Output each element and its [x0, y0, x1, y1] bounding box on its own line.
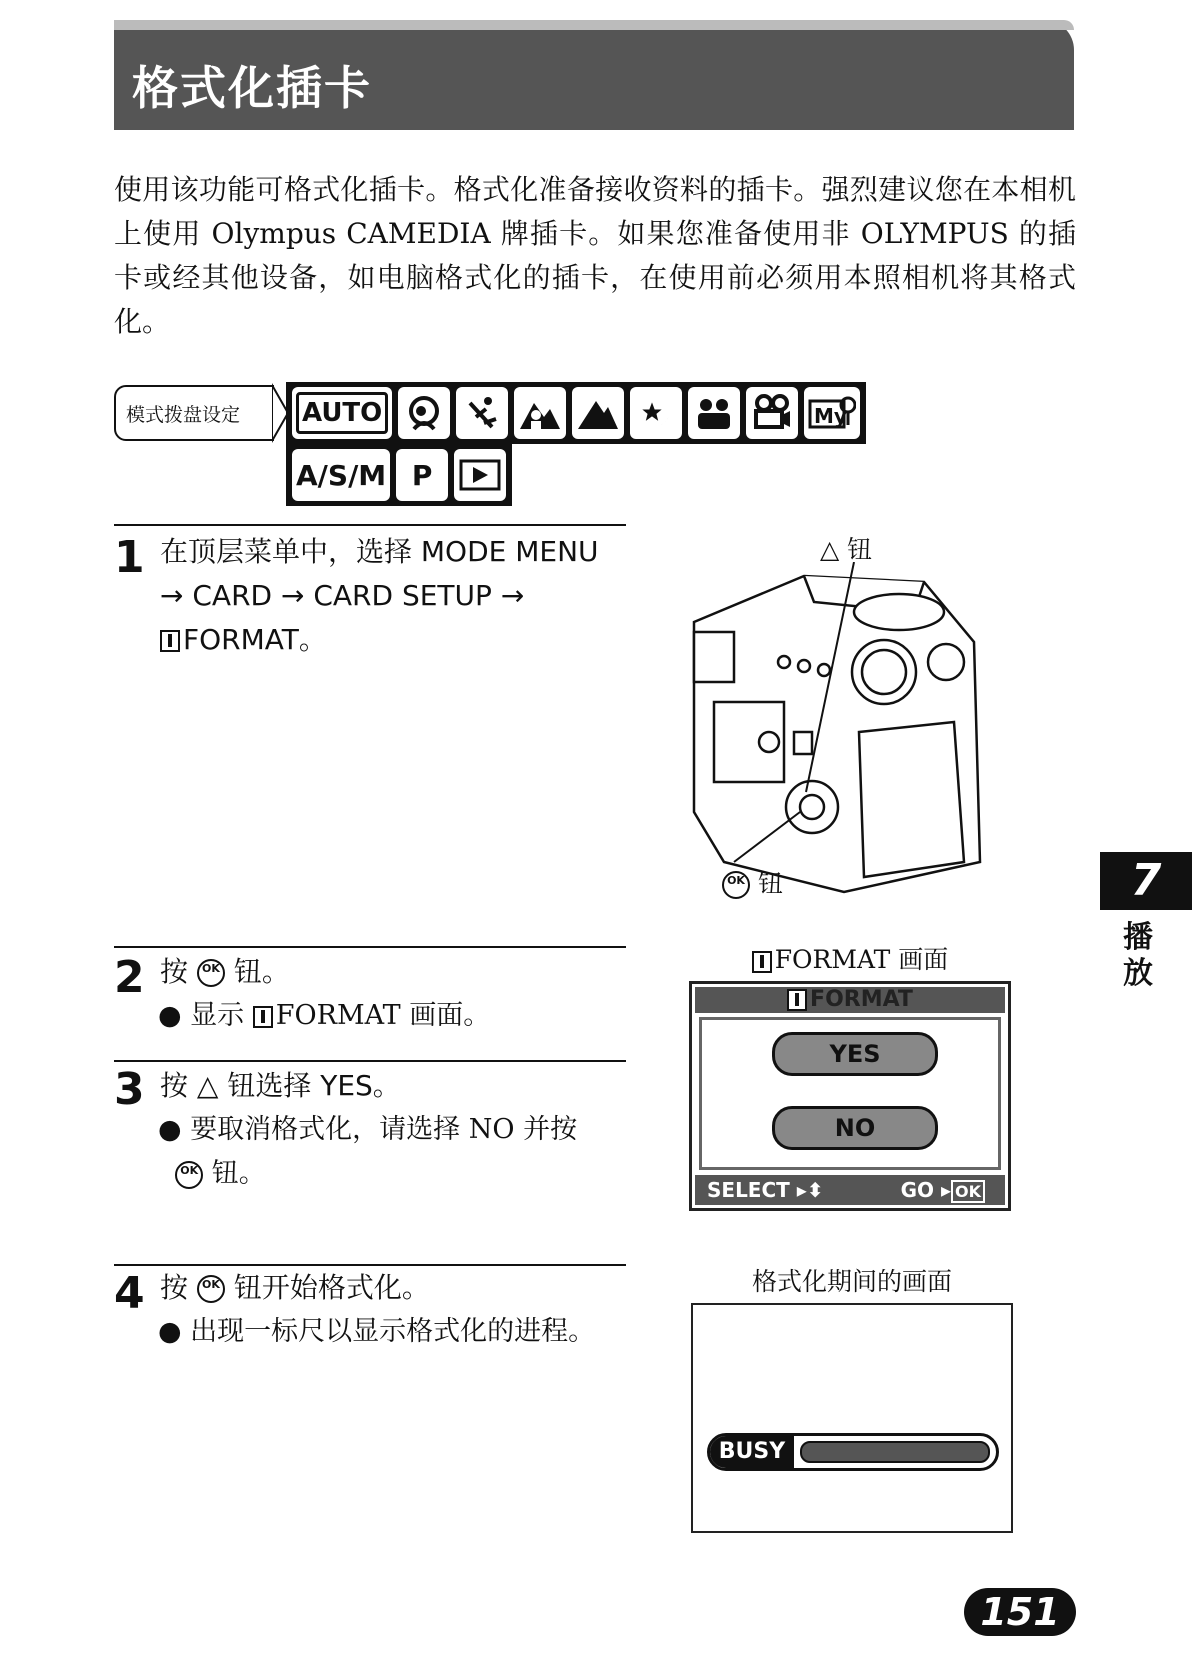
program-mode-icon: P — [396, 449, 448, 501]
auto-mode-icon: AUTO — [292, 387, 392, 439]
mode-strip-row1 — [286, 382, 866, 444]
step-3-number: 3 — [114, 1064, 145, 1115]
ok-icon: OK — [175, 1161, 203, 1189]
busy-progress-bar — [707, 1433, 999, 1471]
night-scene-icon — [630, 387, 682, 439]
svg-text:My: My — [814, 404, 848, 428]
format-icon — [787, 989, 807, 1011]
up-button-label: △ 钮 — [820, 535, 873, 564]
intro-paragraph: 使用该功能可格式化插卡。格式化准备接收资料的插卡。强烈建议您在本相机上使用 Olympus CAMEDIA 牌插卡。如果您准备使用非 OLYMPUS 的插卡或经其他设备，如电脑格式化的插卡，在使用前必须用本照相机将其格式化。 — [114, 173, 1076, 338]
step-4-bullet: ● 出现一标尺以显示格式化的进程。 — [158, 1316, 596, 1347]
format-screen-header: FORMAT — [695, 987, 1005, 1013]
no-option[interactable]: NO — [772, 1106, 938, 1150]
ok-icon: OK — [197, 959, 225, 987]
format-screen-footer: SELECT ▸⬍ GO ▸ OK — [695, 1175, 1005, 1205]
step-4-number: 4 — [114, 1268, 145, 1319]
step-3-bullet: ● 要取消格式化，请选择 NO 并按 OK 钮。 — [158, 1114, 578, 1189]
step-2-bullet: ● 显示 FORMAT 画面。 — [158, 1000, 491, 1031]
step-3-rule — [114, 1060, 626, 1062]
landscape-portrait-icon — [514, 387, 566, 439]
format-screen — [689, 981, 1011, 1211]
ok-button-label: OK 钮 — [722, 864, 783, 900]
portrait-icon — [398, 387, 450, 439]
page-title: 格式化插卡 — [132, 61, 372, 115]
step-1-rule — [114, 524, 626, 526]
step-2-text: 按 OK 钮。 — [160, 955, 290, 988]
sports-icon — [456, 387, 508, 439]
step-4-text: 按 OK 钮开始格式化。 — [160, 1271, 430, 1304]
page-number: 151 — [964, 1588, 1076, 1636]
format-icon — [752, 951, 772, 973]
busy-track — [800, 1441, 990, 1463]
chapter-number: 7 — [1100, 852, 1192, 910]
format-icon — [160, 630, 180, 652]
ok-icon: OK — [197, 1275, 225, 1303]
playback-icon — [454, 449, 506, 501]
yes-option[interactable]: YES — [772, 1032, 938, 1076]
step-2-rule — [114, 946, 626, 948]
step-2-number: 2 — [114, 952, 145, 1003]
mode-dial-label: 模式拨盘设定 — [114, 385, 274, 441]
asm-mode-icon: A/S/M — [292, 449, 390, 501]
landscape-icon — [572, 387, 624, 439]
busy-label: BUSY — [710, 1436, 794, 1468]
movie-icon — [746, 387, 798, 439]
format-screen-caption: FORMAT 画面 — [689, 940, 1011, 976]
format-screen-body — [699, 1017, 1001, 1170]
step-1-number: 1 — [114, 532, 145, 583]
step-3-text: 按 △ 钮选择 YES。 — [160, 1069, 401, 1102]
format-icon — [253, 1006, 273, 1028]
group-icon — [688, 387, 740, 439]
ok-icon: OK — [722, 871, 750, 899]
step-1-text: 在顶层菜单中，选择 MODE MENU → CARD → CARD SETUP → FORMAT。 — [160, 535, 599, 656]
busy-screen — [691, 1303, 1013, 1533]
mode-strip-row2 — [286, 444, 512, 506]
my-mode-icon — [804, 387, 860, 439]
busy-screen-caption: 格式化期间的画面 — [751, 1267, 952, 1296]
chapter-name: 播放 — [1123, 920, 1153, 991]
